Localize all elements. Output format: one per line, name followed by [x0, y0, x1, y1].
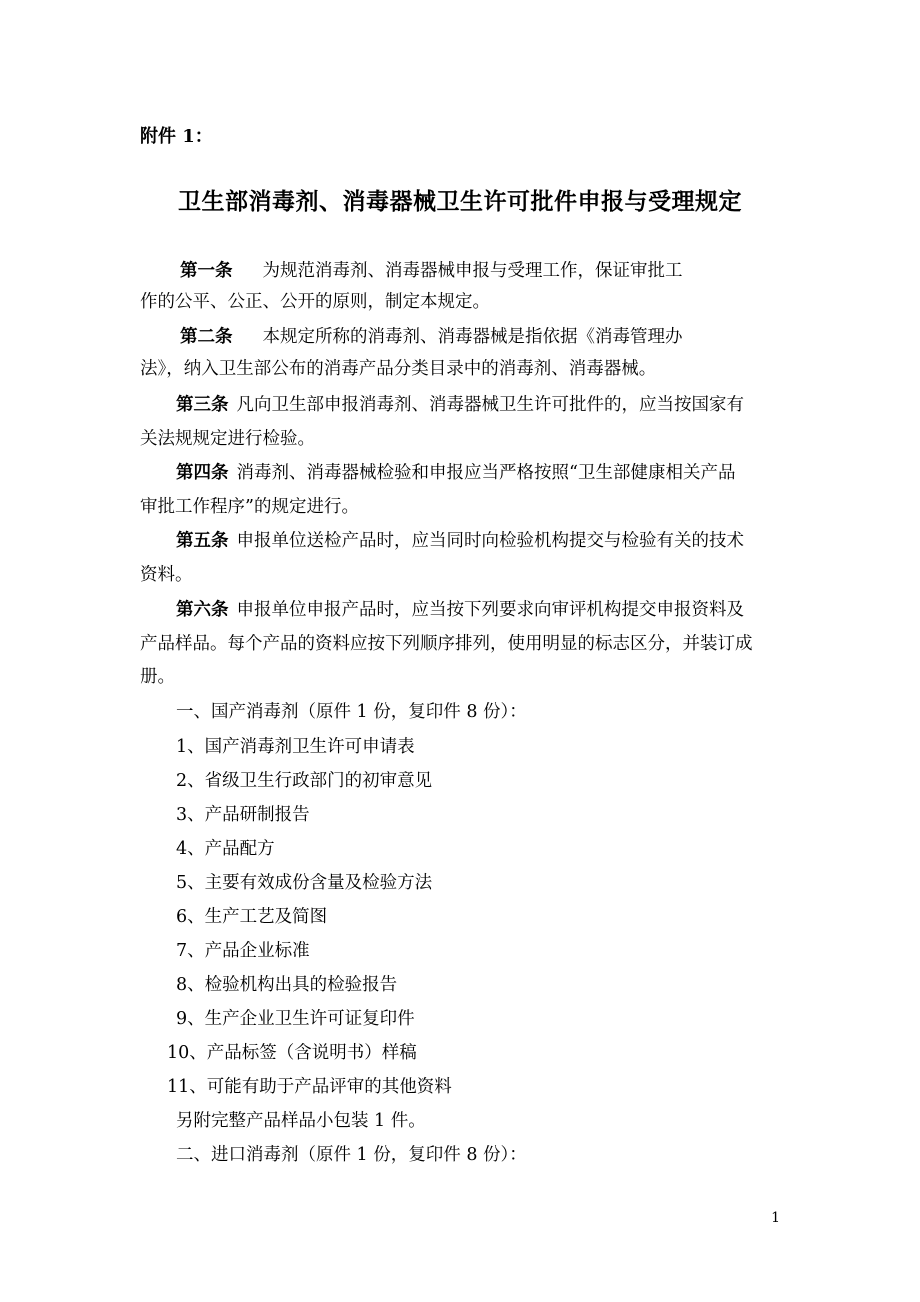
- list-item: 8、检验机构出具的检验报告: [176, 975, 398, 995]
- article-2-line-1: [180, 325, 683, 349]
- article-4-line-2: 审批工作程序”的规定进行。: [140, 497, 359, 517]
- list-item: 11、可能有助于产品评审的其他资料: [167, 1077, 452, 1097]
- article-5-label: 第五条: [176, 531, 229, 551]
- list-item: 3、产品研制报告: [176, 805, 310, 825]
- list-item: 2、省级卫生行政部门的初审意见: [176, 771, 433, 791]
- article-6-line-2: 产品样品。每个产品的资料应按下列顺序排列，使用明显的标志区分，并装订成: [140, 634, 753, 654]
- article-2-line-2: 法》，纳入卫生部公布的消毒产品分类目录中的消毒剂、消毒器械。: [140, 359, 657, 379]
- article-2-label: 第二条: [180, 327, 233, 347]
- list-item: 4、产品配方: [176, 839, 275, 859]
- article-5-text: 申报单位送检产品时，应当同时向检验机构提交与检验有关的技术: [236, 531, 744, 551]
- article-4-text: 消毒剂、消毒器械检验和申报应当严格按照“卫生部健康相关产品: [236, 463, 736, 483]
- page-number: 1: [771, 1210, 780, 1226]
- attachment-label: 附件 1：: [140, 126, 213, 147]
- list-item: 9、生产企业卫生许可证复印件: [176, 1009, 415, 1029]
- document-title: 卫生部消毒剂、消毒器械卫生许可批件申报与受理规定: [178, 188, 742, 215]
- article-4-label: 第四条: [176, 463, 229, 483]
- article-6-label: 第六条: [176, 600, 229, 620]
- article-4-line-1: [176, 461, 735, 485]
- section-2-heading: 二、进口消毒剂（原件 1 份，复印件 8 份）：: [176, 1145, 527, 1165]
- article-3-line-1: [176, 393, 744, 417]
- article-1-line-1: [180, 259, 683, 283]
- article-5-line-2: 资料。: [140, 565, 193, 585]
- article-6-line-1: [176, 598, 744, 622]
- section-1-heading: 一、国产消毒剂（原件 1 份，复印件 8 份）：: [176, 702, 527, 722]
- extra-note: 另附完整产品样品小包装 1 件。: [176, 1111, 426, 1131]
- article-3-line-2: 关法规规定进行检验。: [140, 429, 315, 449]
- article-2-text: 本规定所称的消毒剂、消毒器械是指依据《消毒管理办: [262, 327, 683, 347]
- list-item: 6、生产工艺及简图: [176, 907, 328, 927]
- article-1-text: 为规范消毒剂、消毒器械申报与受理工作，保证审批工: [262, 261, 683, 281]
- article-1-label: 第一条: [180, 261, 233, 281]
- article-3-label: 第三条: [176, 395, 229, 415]
- article-6-line-3: 册。: [140, 667, 175, 687]
- list-item: 1、国产消毒剂卫生许可申请表: [176, 737, 415, 757]
- article-3-text: 凡向卫生部申报消毒剂、消毒器械卫生许可批件的，应当按国家有: [236, 395, 744, 415]
- article-6-text: 申报单位申报产品时，应当按下列要求向审评机构提交申报资料及: [236, 600, 744, 620]
- article-5-line-1: [176, 529, 744, 553]
- article-1-line-2: 作的公平、公正、公开的原则，制定本规定。: [140, 292, 490, 312]
- list-item: 5、主要有效成份含量及检验方法: [176, 873, 433, 893]
- list-item: 10、产品标签（含说明书）样稿: [167, 1043, 417, 1063]
- list-item: 7、产品企业标准: [176, 941, 310, 961]
